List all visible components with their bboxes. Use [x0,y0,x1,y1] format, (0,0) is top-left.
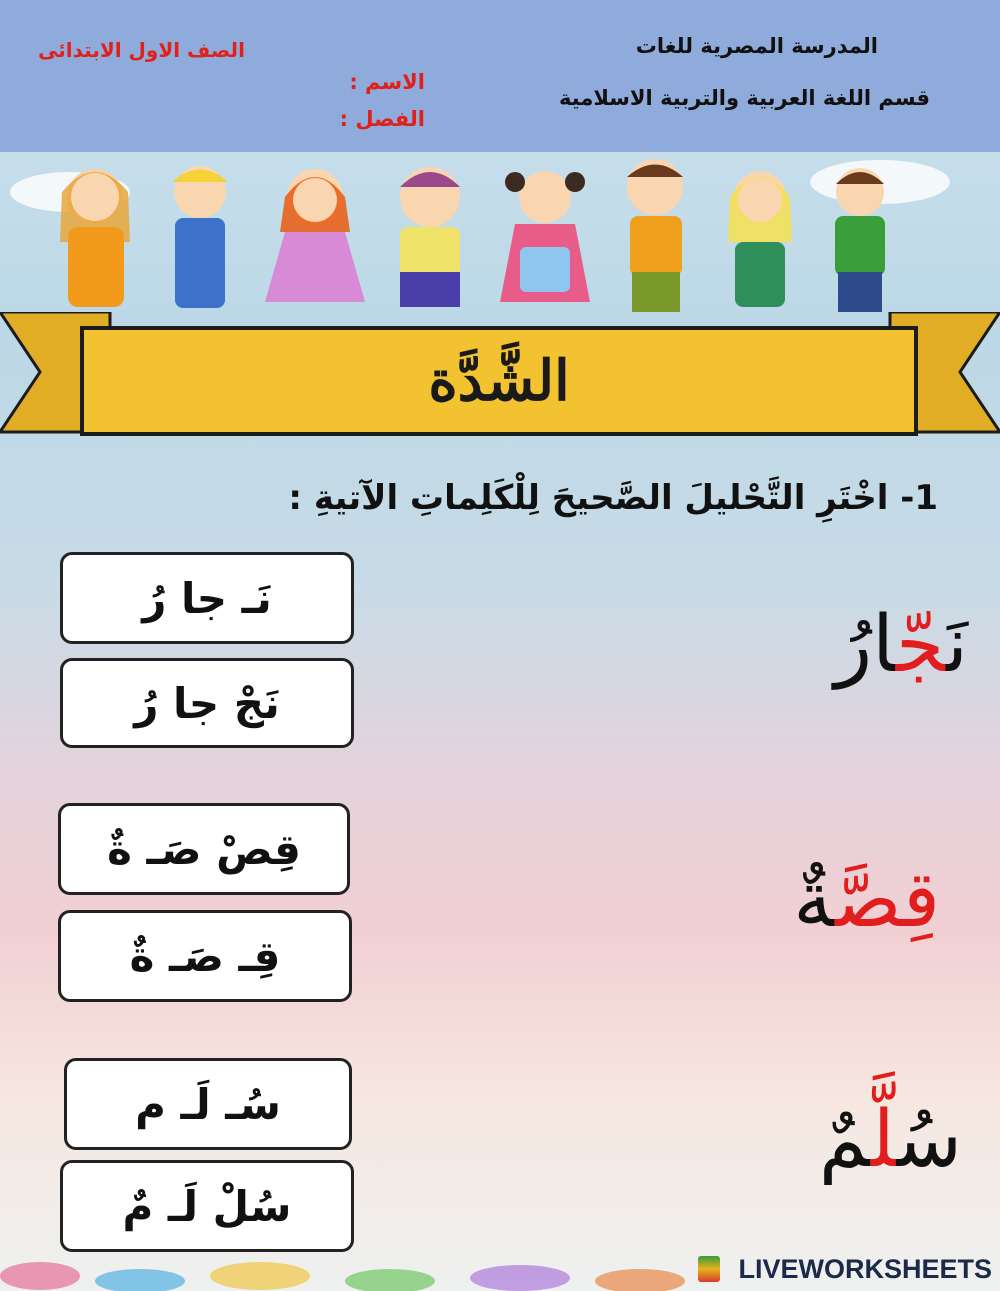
class-label: الفصل : [339,107,425,131]
grade-label: الصف الاول الابتدائى [38,38,245,62]
option-qissa-2[interactable]: قِـ صَـ ةٌ [58,910,352,1002]
word-sallam [819,1095,962,1185]
lesson-title: الشَّدَّة [428,348,570,414]
word-sallam-shadda: لَّ [870,1095,897,1185]
option-najjar-1[interactable]: نَـ جا رُ [60,552,354,644]
title-banner [80,326,918,436]
liveworksheets-watermark: LIVEWORKSHEETS [738,1254,992,1284]
word-najjar-part2: ارُ [834,600,896,690]
title-banner-wrap [0,312,1000,442]
word-najjar [834,600,968,690]
liveworksheets-logo-icon [698,1256,720,1282]
word-sallam-part1: سُ [896,1095,962,1185]
header-band [0,0,1000,152]
word-qissa-shadda: قِصَّ [835,855,940,945]
department-name: قسم اللغة العربية والتربية الاسلامية [559,86,930,110]
children-illustration [0,152,1000,322]
question-text: 1- اخْتَرِ التَّحْليلَ الصَّحيحَ لِلْكَلِماتِ الآتيةِ : [288,478,938,518]
word-sallam-part2: مٌ [818,1095,871,1185]
option-sallam-1[interactable]: سُـ لَـ م [64,1058,352,1150]
word-qissa [793,855,940,945]
student-name-label: الاسم : [349,70,425,94]
word-najjar-part1: نَ [946,600,968,690]
school-name: المدرسة المصرية للغات [635,34,878,58]
option-qissa-1[interactable]: قِصْ صَـ ةٌ [58,803,350,895]
word-najjar-shadda: جّ [895,600,947,690]
word-qissa-part2: ةٌ [793,855,836,945]
option-najjar-2[interactable]: نَجْ جا رُ [60,658,354,748]
paint-handprints-decoration [0,1236,700,1291]
option-sallam-2[interactable]: سُلْ لَـ مٌ [60,1160,354,1252]
